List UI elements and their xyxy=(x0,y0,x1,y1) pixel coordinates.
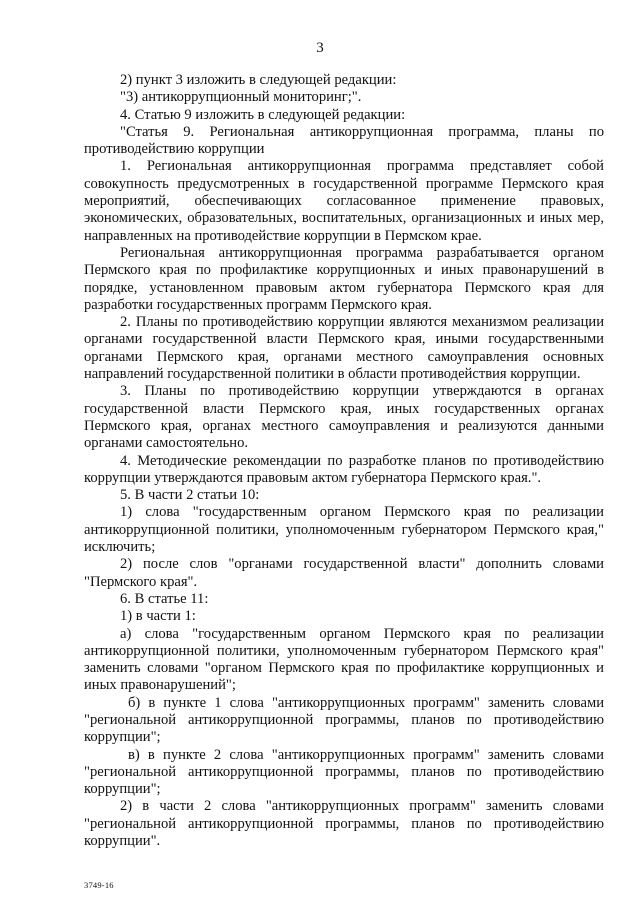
paragraph: 3. Планы по противодействию коррупции утверждаются в органах государственной власти Пермского края, иных государственных органах Пермского края, органах местного самоуправления и реализуются данными органами самостоятельно. xyxy=(84,383,604,452)
paragraph: 4. Методические рекомендации по разработке планов по противодействию коррупции утверждаются правовым актом губернатора Пермского края.". xyxy=(84,452,604,486)
paragraph: Региональная антикоррупционная программа разрабатывается органом Пермского края по профилактике коррупционных и иных правонарушений в порядке, установленном правовым актом губернатора Пермского края для разработки государственных программ Пермского края. xyxy=(84,244,604,313)
paragraph: 2. Планы по противодействию коррупции являются механизмом реализации органами государственной власти Пермского края, иными государственными органами Пермского края, органами местного самоуправления основных направлений государственной политики в области противодействия коррупции. xyxy=(84,314,604,383)
paragraph: 2) после слов "органами государственной власти" дополнить словами "Пермского края". xyxy=(84,556,604,590)
paragraph: 2) в части 2 слова "антикоррупционных программ" заменить словами "региональной антикоррупционной программы, планов по противодействию коррупции". xyxy=(84,798,604,850)
paragraph: 2) пункт 3 изложить в следующей редакции: xyxy=(120,72,397,88)
paragraph: 4. Статью 9 изложить в следующей редакции: xyxy=(120,106,406,123)
page-number: 3 xyxy=(316,40,324,56)
paragraph: 6. В статье 11: xyxy=(120,590,209,607)
footer-code: 3749-16 xyxy=(84,880,114,890)
paragraph: 5. В части 2 статьи 10: xyxy=(120,487,260,504)
paragraph: 1. Региональная антикоррупционная программа представляет собой совокупность предусмотренных в государственной программе Пермского края мероприятий, обеспечивающих согласованное применение правовых, экономических, образовательных, воспитательных, организационных и иных мер, направленных на противодействие коррупции в Пермском крае. xyxy=(84,158,604,244)
document-body xyxy=(84,72,604,850)
paragraph: 1) слова "государственным органом Пермского края по реализации антикоррупционной политики, уполномоченным губернатором Пермского края," исключить; xyxy=(84,504,604,556)
paragraph: в) в пункте 2 слова "антикоррупционных программ" заменить словами "региональной антикоррупционной программы, планов по противодействию коррупции"; xyxy=(84,746,604,798)
paragraph: 1) в части 1: xyxy=(120,608,196,625)
paragraph: а) слова "государственным органом Пермского края по реализации антикоррупционной политики, уполномоченным губернатором Пермского края" заменить словами "органом Пермского края по профилактике коррупционных и иных правонарушений"; xyxy=(84,625,604,694)
article-heading: "Статья 9. Региональная антикоррупционная программа, планы по противодействию коррупции xyxy=(84,123,604,158)
paragraph: "3) антикоррупционный мониторинг;". xyxy=(120,89,362,106)
paragraph: б) в пункте 1 слова "антикоррупционных программ" заменить словами "региональной антикоррупционной программы, планов по противодействию коррупции"; xyxy=(84,694,604,746)
